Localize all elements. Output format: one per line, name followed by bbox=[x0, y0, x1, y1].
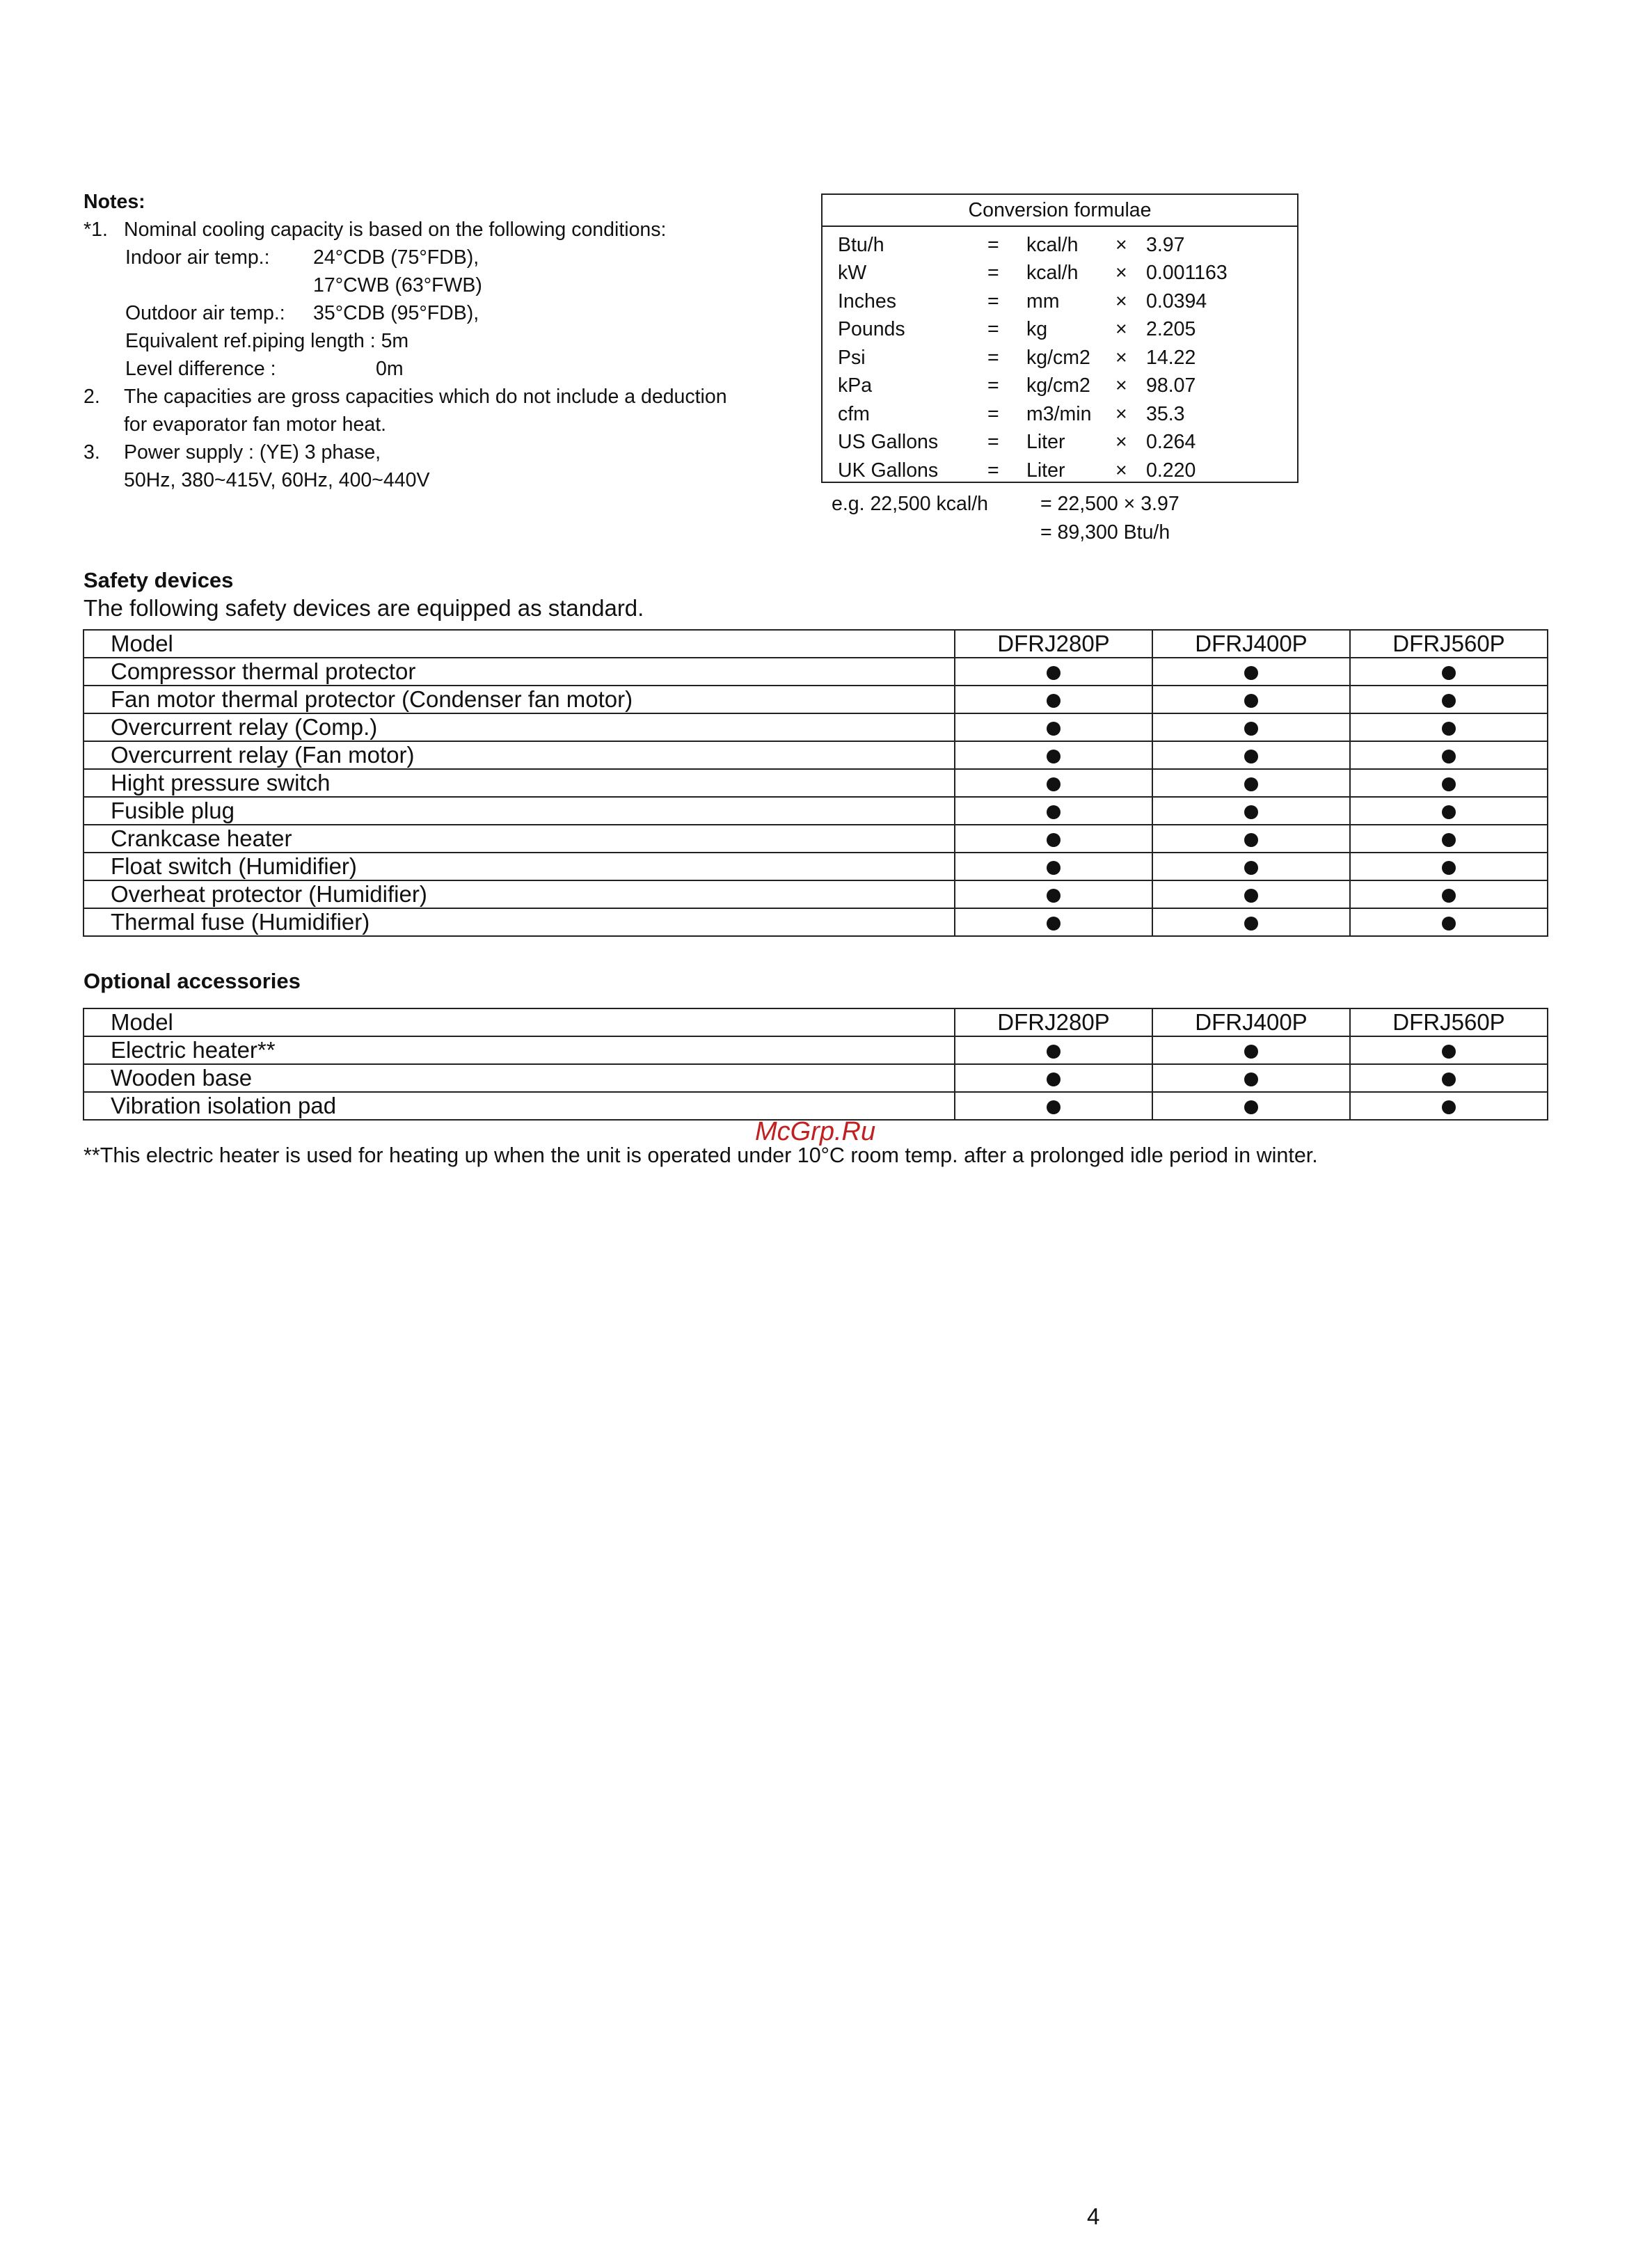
standard-equipped-dot-icon bbox=[1244, 917, 1258, 931]
standard-equipped-dot-icon bbox=[1047, 1072, 1061, 1086]
optional-m1-cell bbox=[955, 1092, 1152, 1120]
safety-m1-cell bbox=[955, 797, 1152, 825]
safety-row bbox=[84, 769, 1548, 797]
standard-equipped-dot-icon bbox=[1244, 666, 1258, 680]
conversion-unit: cfm bbox=[838, 402, 870, 425]
standard-equipped-dot-icon bbox=[1047, 722, 1061, 736]
watermark: McGrp.Ru bbox=[755, 1117, 876, 1146]
notes-section bbox=[84, 188, 752, 494]
safety-m1-cell bbox=[955, 686, 1152, 713]
conversion-equals: = bbox=[987, 318, 999, 341]
conversion-factor: 3.97 bbox=[1146, 233, 1185, 256]
safety-m1-cell bbox=[955, 769, 1152, 797]
conversion-row bbox=[838, 429, 1228, 457]
level-value: 0m bbox=[376, 358, 404, 380]
conversion-times: × bbox=[1115, 290, 1127, 312]
conversion-equals: = bbox=[987, 459, 999, 482]
conversion-equals: = bbox=[987, 290, 999, 312]
conversion-times: × bbox=[1115, 459, 1127, 482]
conversion-times: × bbox=[1115, 374, 1127, 397]
conversion-base: Liter bbox=[1026, 431, 1065, 454]
standard-equipped-dot-icon bbox=[1244, 694, 1258, 708]
standard-equipped-dot-icon bbox=[1244, 722, 1258, 736]
safety-m3-cell bbox=[1350, 908, 1548, 936]
optional-m2-cell bbox=[1152, 1036, 1350, 1064]
standard-equipped-dot-icon bbox=[1442, 805, 1456, 819]
standard-equipped-dot-icon bbox=[1047, 861, 1061, 875]
optional-row bbox=[84, 1092, 1548, 1120]
safety-m2-cell bbox=[1152, 686, 1350, 713]
safety-item-name: Hight pressure switch bbox=[84, 769, 955, 797]
indoor-value-2: 17°CWB (63°FWB) bbox=[313, 274, 482, 296]
safety-header-m2: DFRJ400P bbox=[1152, 630, 1350, 658]
standard-equipped-dot-icon bbox=[1244, 833, 1258, 847]
standard-equipped-dot-icon bbox=[1047, 1045, 1061, 1059]
example-line-2: = 89,300 Btu/h bbox=[1040, 521, 1170, 544]
conversion-table bbox=[838, 231, 1228, 485]
safety-m3-cell bbox=[1350, 880, 1548, 908]
safety-m3-cell bbox=[1350, 713, 1548, 741]
note-3-marker: 3. bbox=[84, 441, 100, 464]
conversion-times: × bbox=[1115, 346, 1127, 369]
standard-equipped-dot-icon bbox=[1442, 861, 1456, 875]
heater-footnote: **This electric heater is used for heating up when the unit is operated under 10°C room temp. after a prolonged idle period in winter. bbox=[84, 1143, 1318, 1167]
standard-equipped-dot-icon bbox=[1244, 805, 1258, 819]
optional-m3-cell bbox=[1350, 1064, 1548, 1092]
safety-m3-cell bbox=[1350, 825, 1548, 853]
optional-row bbox=[84, 1036, 1548, 1064]
optional-item-name: Electric heater** bbox=[84, 1036, 955, 1064]
standard-equipped-dot-icon bbox=[1047, 833, 1061, 847]
safety-row bbox=[84, 797, 1548, 825]
safety-row bbox=[84, 880, 1548, 908]
safety-item-name: Overheat protector (Humidifier) bbox=[84, 880, 955, 908]
optional-item-name: Wooden base bbox=[84, 1064, 955, 1092]
optional-m2-cell bbox=[1152, 1064, 1350, 1092]
conversion-factor: 0.001163 bbox=[1146, 262, 1228, 285]
safety-m3-cell bbox=[1350, 853, 1548, 880]
optional-header-m1: DFRJ280P bbox=[955, 1008, 1152, 1036]
conversion-times: × bbox=[1115, 262, 1127, 285]
note-3-text: Power supply : (YE) 3 phase, bbox=[124, 441, 381, 464]
conversion-unit: US Gallons bbox=[838, 431, 939, 454]
safety-item-name: Fusible plug bbox=[84, 797, 955, 825]
notes-heading: Notes: bbox=[84, 191, 145, 213]
safety-m3-cell bbox=[1350, 741, 1548, 769]
conversion-factor: 2.205 bbox=[1146, 318, 1196, 341]
conversion-times: × bbox=[1115, 318, 1127, 341]
conversion-factor: 0.264 bbox=[1146, 431, 1196, 454]
conversion-equals: = bbox=[987, 431, 999, 454]
conversion-unit: kPa bbox=[838, 374, 873, 397]
outdoor-value: 35°CDB (95°FDB), bbox=[313, 302, 479, 324]
example-line-1: = 22,500 × 3.97 bbox=[1040, 493, 1180, 515]
standard-equipped-dot-icon bbox=[1244, 861, 1258, 875]
standard-equipped-dot-icon bbox=[1047, 1100, 1061, 1114]
safety-m2-cell bbox=[1152, 853, 1350, 880]
safety-m1-cell bbox=[955, 908, 1152, 936]
standard-equipped-dot-icon bbox=[1047, 917, 1061, 931]
note-2-text: The capacities are gross capacities which do not include a deduction for evaporator fan motor heat. bbox=[124, 386, 727, 436]
safety-item-name: Crankcase heater bbox=[84, 825, 955, 853]
optional-m3-cell bbox=[1350, 1036, 1548, 1064]
conversion-unit: Inches bbox=[838, 290, 896, 312]
safety-m1-cell bbox=[955, 880, 1152, 908]
safety-item-name: Float switch (Humidifier) bbox=[84, 853, 955, 880]
standard-equipped-dot-icon bbox=[1442, 833, 1456, 847]
standard-equipped-dot-icon bbox=[1244, 777, 1258, 791]
safety-row bbox=[84, 825, 1548, 853]
standard-equipped-dot-icon bbox=[1442, 1100, 1456, 1114]
safety-item-name: Fan motor thermal protector (Condenser fan motor) bbox=[84, 686, 955, 713]
safety-row bbox=[84, 658, 1548, 686]
standard-equipped-dot-icon bbox=[1047, 694, 1061, 708]
conversion-row bbox=[838, 316, 1228, 345]
note-2-marker: 2. bbox=[84, 386, 100, 408]
conversion-unit: UK Gallons bbox=[838, 459, 939, 482]
conversion-row bbox=[838, 287, 1228, 316]
conversion-equals: = bbox=[987, 346, 999, 369]
note-1-marker: *1. bbox=[84, 219, 108, 241]
standard-equipped-dot-icon bbox=[1442, 777, 1456, 791]
standard-equipped-dot-icon bbox=[1047, 805, 1061, 819]
optional-m1-cell bbox=[955, 1036, 1152, 1064]
level-label: Level difference : bbox=[125, 358, 276, 380]
optional-header-m3: DFRJ560P bbox=[1350, 1008, 1548, 1036]
note-1-text: Nominal cooling capacity is based on the following conditions: bbox=[124, 219, 667, 241]
safety-header-m3: DFRJ560P bbox=[1350, 630, 1548, 658]
safety-item-name: Overcurrent relay (Fan motor) bbox=[84, 741, 955, 769]
standard-equipped-dot-icon bbox=[1442, 750, 1456, 763]
safety-m1-cell bbox=[955, 825, 1152, 853]
note-3-line-2: 50Hz, 380~415V, 60Hz, 400~440V bbox=[124, 469, 430, 491]
safety-table bbox=[83, 629, 1548, 937]
standard-equipped-dot-icon bbox=[1442, 722, 1456, 736]
conversion-times: × bbox=[1115, 233, 1127, 256]
safety-header-m1: DFRJ280P bbox=[955, 630, 1152, 658]
safety-m2-cell bbox=[1152, 769, 1350, 797]
conversion-row bbox=[838, 372, 1228, 401]
optional-header-model: Model bbox=[84, 1008, 955, 1036]
standard-equipped-dot-icon bbox=[1047, 777, 1061, 791]
conversion-factor: 14.22 bbox=[1146, 346, 1196, 369]
safety-m2-cell bbox=[1152, 797, 1350, 825]
standard-equipped-dot-icon bbox=[1244, 889, 1258, 903]
conversion-factor: 0.220 bbox=[1146, 459, 1196, 482]
optional-m3-cell bbox=[1350, 1092, 1548, 1120]
conversion-base: kg bbox=[1026, 318, 1048, 341]
conversion-row bbox=[838, 260, 1228, 288]
optional-table bbox=[83, 1008, 1548, 1121]
safety-item-name: Overcurrent relay (Comp.) bbox=[84, 713, 955, 741]
optional-item-name: Vibration isolation pad bbox=[84, 1092, 955, 1120]
conversion-base: mm bbox=[1026, 290, 1060, 312]
standard-equipped-dot-icon bbox=[1244, 750, 1258, 763]
indoor-label: Indoor air temp.: bbox=[125, 246, 270, 269]
standard-equipped-dot-icon bbox=[1442, 889, 1456, 903]
conversion-times: × bbox=[1115, 402, 1127, 425]
note-1 bbox=[84, 216, 752, 244]
safety-m2-cell bbox=[1152, 825, 1350, 853]
conversion-example bbox=[832, 490, 1180, 547]
indoor-value-1: 24°CDB (75°FDB), bbox=[313, 246, 479, 269]
outdoor-condition bbox=[125, 299, 752, 327]
piping-length: Equivalent ref.piping length : 5m bbox=[125, 330, 409, 352]
standard-equipped-dot-icon bbox=[1442, 666, 1456, 680]
safety-m3-cell bbox=[1350, 686, 1548, 713]
safety-m2-cell bbox=[1152, 741, 1350, 769]
conversion-factor: 0.0394 bbox=[1146, 290, 1207, 312]
conversion-base: kg/cm2 bbox=[1026, 374, 1090, 397]
conversion-title: Conversion formulae bbox=[823, 195, 1297, 227]
conversion-times: × bbox=[1115, 431, 1127, 454]
note-2 bbox=[84, 383, 752, 438]
optional-header-m2: DFRJ400P bbox=[1152, 1008, 1350, 1036]
conversion-row bbox=[838, 457, 1228, 485]
conversion-base: Liter bbox=[1026, 459, 1065, 482]
standard-equipped-dot-icon bbox=[1047, 750, 1061, 763]
safety-row bbox=[84, 908, 1548, 936]
conversion-base: kg/cm2 bbox=[1026, 346, 1090, 369]
conversion-unit: Psi bbox=[838, 346, 866, 369]
safety-m2-cell bbox=[1152, 880, 1350, 908]
standard-equipped-dot-icon bbox=[1244, 1072, 1258, 1086]
optional-title: Optional accessories bbox=[84, 969, 301, 993]
safety-m1-cell bbox=[955, 741, 1152, 769]
safety-m2-cell bbox=[1152, 908, 1350, 936]
conversion-factor: 35.3 bbox=[1146, 402, 1185, 425]
safety-item-name: Thermal fuse (Humidifier) bbox=[84, 908, 955, 936]
page-number: 4 bbox=[1087, 2203, 1100, 2229]
conversion-equals: = bbox=[987, 233, 999, 256]
safety-description: The following safety devices are equipped as standard. bbox=[84, 595, 644, 621]
note-3 bbox=[84, 438, 752, 466]
conversion-row bbox=[838, 231, 1228, 260]
safety-header-row bbox=[84, 630, 1548, 658]
safety-title: Safety devices bbox=[84, 568, 234, 592]
safety-row bbox=[84, 713, 1548, 741]
indoor-condition bbox=[125, 244, 752, 271]
conversion-box bbox=[821, 193, 1298, 483]
safety-item-name: Compressor thermal protector bbox=[84, 658, 955, 686]
standard-equipped-dot-icon bbox=[1442, 1072, 1456, 1086]
standard-equipped-dot-icon bbox=[1047, 889, 1061, 903]
conversion-factor: 98.07 bbox=[1146, 374, 1196, 397]
safety-m1-cell bbox=[955, 713, 1152, 741]
safety-row bbox=[84, 741, 1548, 769]
safety-m3-cell bbox=[1350, 769, 1548, 797]
safety-row bbox=[84, 686, 1548, 713]
conversion-base: m3/min bbox=[1026, 402, 1092, 425]
standard-equipped-dot-icon bbox=[1244, 1045, 1258, 1059]
standard-equipped-dot-icon bbox=[1244, 1100, 1258, 1114]
standard-equipped-dot-icon bbox=[1442, 694, 1456, 708]
conversion-unit: Pounds bbox=[838, 318, 905, 341]
conversion-unit: kW bbox=[838, 262, 867, 285]
safety-m2-cell bbox=[1152, 658, 1350, 686]
standard-equipped-dot-icon bbox=[1442, 917, 1456, 931]
standard-equipped-dot-icon bbox=[1442, 1045, 1456, 1059]
standard-equipped-dot-icon bbox=[1047, 666, 1061, 680]
safety-m3-cell bbox=[1350, 797, 1548, 825]
safety-header-model: Model bbox=[84, 630, 955, 658]
safety-m1-cell bbox=[955, 853, 1152, 880]
safety-m1-cell bbox=[955, 658, 1152, 686]
conversion-equals: = bbox=[987, 262, 999, 285]
outdoor-label: Outdoor air temp.: bbox=[125, 302, 285, 324]
safety-row bbox=[84, 853, 1548, 880]
conversion-row bbox=[838, 400, 1228, 429]
conversion-base: kcal/h bbox=[1026, 233, 1079, 256]
optional-row bbox=[84, 1064, 1548, 1092]
optional-m2-cell bbox=[1152, 1092, 1350, 1120]
safety-m2-cell bbox=[1152, 713, 1350, 741]
conversion-base: kcal/h bbox=[1026, 262, 1079, 285]
optional-m1-cell bbox=[955, 1064, 1152, 1092]
conversion-equals: = bbox=[987, 374, 999, 397]
example-label: e.g. 22,500 kcal/h bbox=[832, 493, 988, 515]
level-difference bbox=[125, 355, 752, 383]
conversion-unit: Btu/h bbox=[838, 233, 884, 256]
optional-header-row bbox=[84, 1008, 1548, 1036]
conversion-equals: = bbox=[987, 402, 999, 425]
conversion-row bbox=[838, 344, 1228, 372]
safety-m3-cell bbox=[1350, 658, 1548, 686]
